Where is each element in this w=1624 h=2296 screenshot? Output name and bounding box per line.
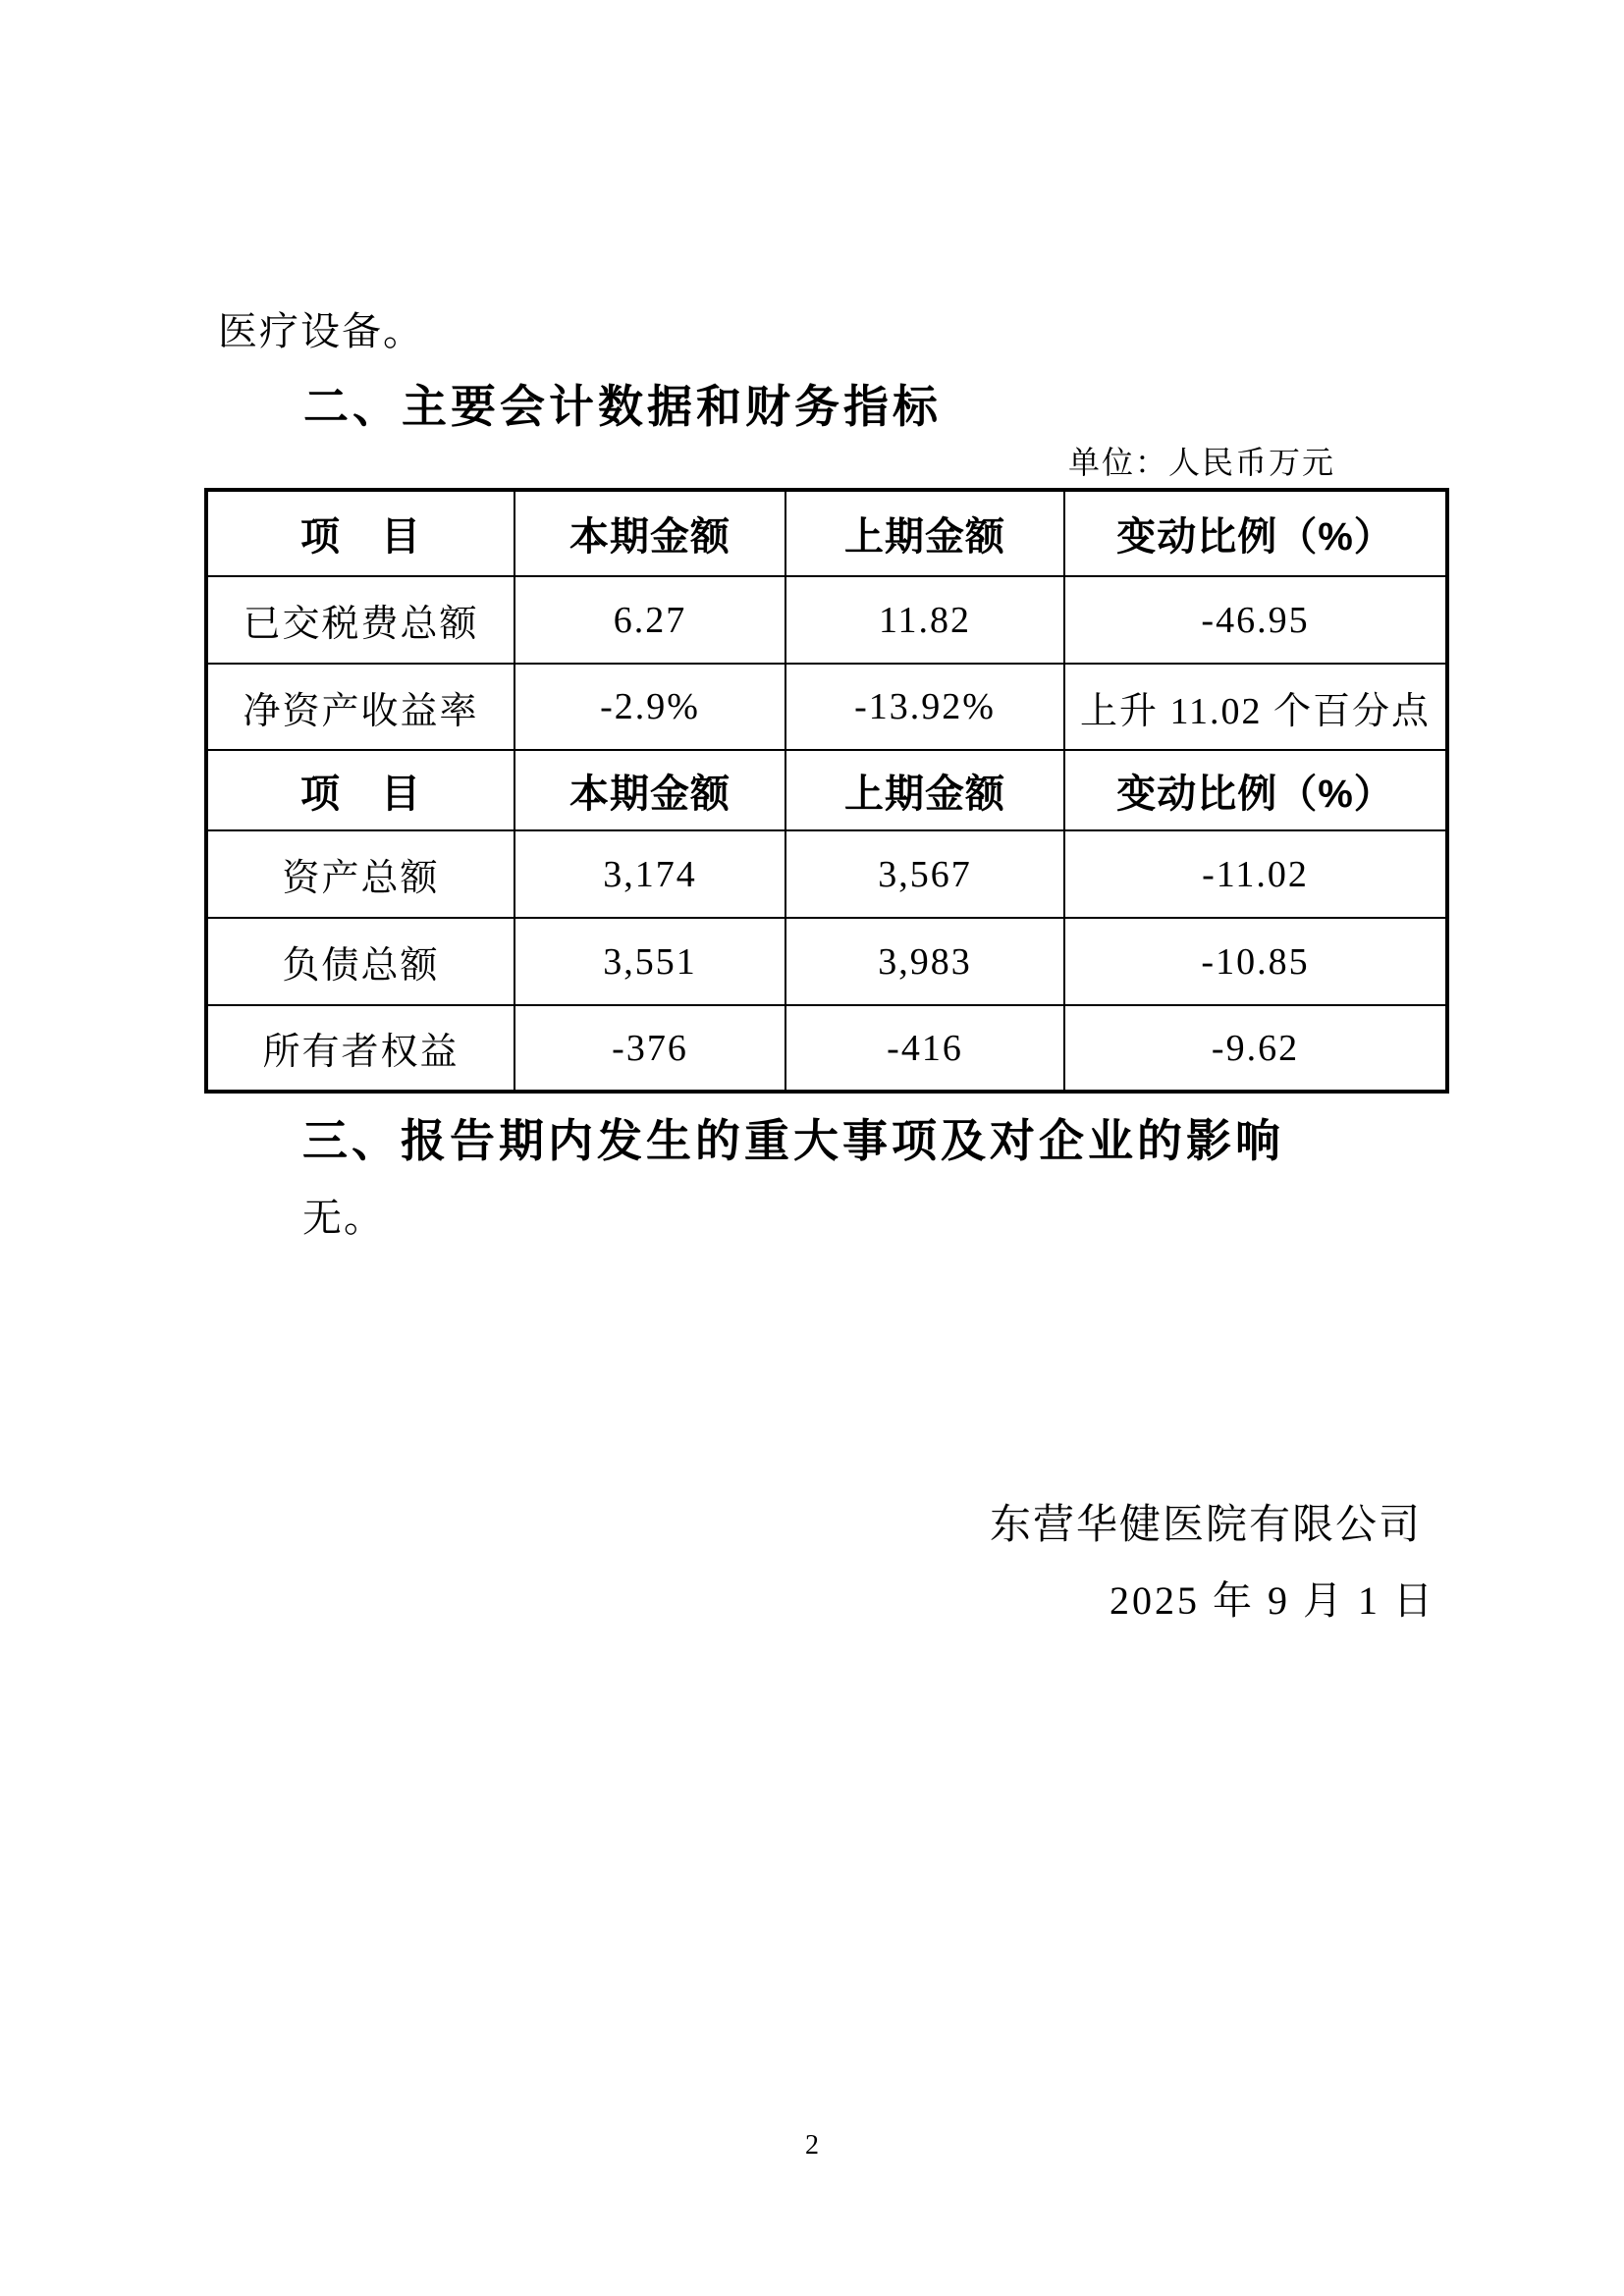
- table-data-row: [206, 576, 1447, 664]
- financial-indicators-table: [204, 488, 1449, 1094]
- cell-current: 3,551: [514, 918, 785, 1005]
- cell-item-label: 负债总额: [206, 918, 514, 1005]
- cell-item-label: 所有者权益: [206, 1005, 514, 1092]
- header-cell-previous: 上期金额: [785, 750, 1064, 830]
- cell-item-label: 资产总额: [206, 830, 514, 918]
- company-signature: 东营华健医院有限公司: [990, 1503, 1423, 1548]
- table-data-row: [206, 664, 1447, 750]
- table-header-row: [206, 750, 1447, 830]
- header-cell-item: 项 目: [206, 750, 514, 830]
- table-header-row: [206, 490, 1447, 576]
- table-data-row: [206, 918, 1447, 1005]
- header-cell-current: 本期金额: [514, 750, 785, 830]
- cell-change: -9.62: [1064, 1005, 1447, 1092]
- cell-previous: 3,983: [785, 918, 1064, 1005]
- table-unit-label: 单位：人民币万元: [1068, 445, 1336, 480]
- section3-body: 无。: [302, 1196, 385, 1240]
- table-data-row: [206, 830, 1447, 918]
- cell-item-label: 净资产收益率: [206, 664, 514, 750]
- section2-heading: 二、主要会计数据和财务指标: [303, 381, 942, 432]
- header-cell-current: 本期金额: [514, 490, 785, 576]
- cell-change: -11.02: [1064, 830, 1447, 918]
- header-cell-item: 项 目: [206, 490, 514, 576]
- report-date: 2025 年 9 月 1 日: [1110, 1578, 1435, 1623]
- page-number: 2: [805, 2130, 819, 2161]
- cell-current: -2.9%: [514, 664, 785, 750]
- cell-change: -46.95: [1064, 576, 1447, 664]
- intro-paragraph: 医疗设备。: [218, 309, 424, 353]
- cell-current: -376: [514, 1005, 785, 1092]
- cell-previous: 11.82: [785, 576, 1064, 664]
- cell-current: 3,174: [514, 830, 785, 918]
- cell-item-label: 已交税费总额: [206, 576, 514, 664]
- cell-previous: -13.92%: [785, 664, 1064, 750]
- cell-change: -10.85: [1064, 918, 1447, 1005]
- header-cell-previous: 上期金额: [785, 490, 1064, 576]
- cell-previous: 3,567: [785, 830, 1064, 918]
- section3-heading: 三、报告期内发生的重大事项及对企业的影响: [302, 1115, 1284, 1166]
- table-data-row: [206, 1005, 1447, 1092]
- header-cell-change: 变动比例（%）: [1064, 490, 1447, 576]
- header-cell-change: 变动比例（%）: [1064, 750, 1447, 830]
- cell-change: 上升 11.02 个百分点: [1064, 664, 1447, 750]
- cell-current: 6.27: [514, 576, 785, 664]
- cell-previous: -416: [785, 1005, 1064, 1092]
